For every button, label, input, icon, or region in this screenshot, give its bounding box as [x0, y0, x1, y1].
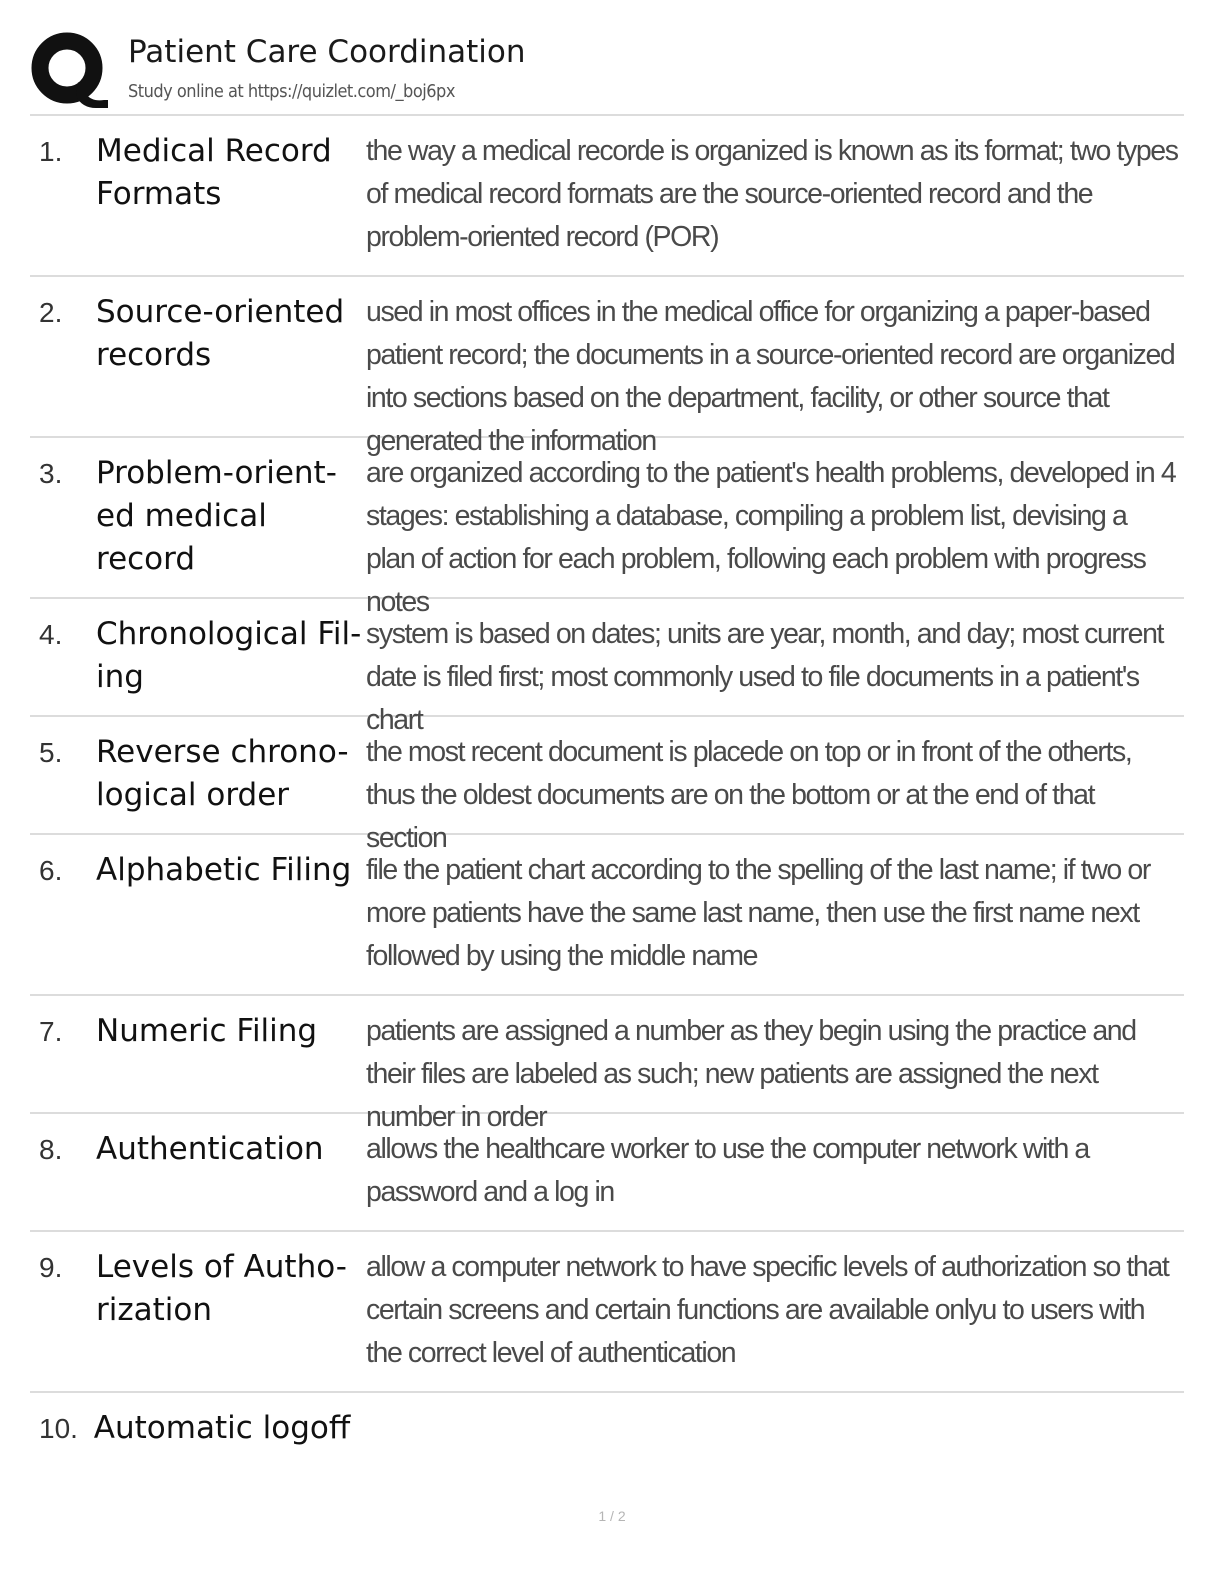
list-item — [30, 717, 1184, 854]
list-item — [30, 277, 1184, 457]
item-number: 2. — [39, 297, 63, 328]
quizlet-logo-icon — [30, 30, 112, 110]
item-term: Levels of Autho-rization — [96, 1249, 347, 1328]
item-term: Alphabetic Filing — [96, 852, 352, 888]
list-item — [30, 996, 1184, 1133]
item-number: 10. — [39, 1413, 78, 1444]
list-item — [30, 1393, 1184, 1473]
item-definition: used in most offices in the medical office for organizing a paper-based patient record; the documents in a source-oriented record are organized into sections based on the department, facility, or other source that generated the information — [366, 296, 1175, 457]
item-definition: the most recent document is placede on top or in front of the otherts, thus the oldest documents are on the bottom or at the end of that section — [366, 736, 1132, 854]
flashcard-list — [30, 114, 1184, 1473]
item-term: Reverse chrono-logical order — [96, 734, 349, 813]
list-item — [30, 1114, 1184, 1232]
item-term: Problem-orient-ed medical record — [96, 455, 337, 577]
item-term: Numeric Filing — [96, 1013, 318, 1049]
item-definition: the way a medical recorde is organized is known as its format; two types of medical record formats are the source-oriented record and the problem-oriented record (POR) — [366, 135, 1178, 253]
item-definition: file the patient chart according to the spelling of the last name; if two or more patients have the same last name, then use the first name next followed by using the middle name — [366, 854, 1150, 972]
item-number: 3. — [39, 458, 63, 489]
item-number: 9. — [39, 1252, 63, 1283]
list-item — [30, 599, 1184, 736]
item-definition: allows the healthcare worker to use the computer network with a password and a log in — [366, 1133, 1089, 1208]
item-number: 1. — [39, 136, 63, 167]
page-title: Patient Care Coordination — [128, 34, 526, 70]
item-number: 8. — [39, 1134, 63, 1165]
study-link[interactable]: Study online at https://quizlet.com/_boj6px — [128, 81, 455, 102]
item-number: 5. — [39, 737, 63, 768]
page-header — [30, 30, 1184, 114]
item-term: Medical Record Formats — [96, 133, 332, 212]
item-definition: system is based on dates; units are year, month, and day; most current date is filed first; most commonly used to file documents in a patient's chart — [366, 618, 1164, 736]
list-item — [30, 438, 1184, 618]
list-item — [30, 1232, 1184, 1393]
item-term: Source-oriented records — [96, 294, 345, 373]
item-number: 4. — [39, 619, 63, 650]
item-definition: are organized according to the patient's health problems, developed in 4 stages: establishing a database, compiling a problem list, devising a plan of action for each problem, following each problem with progress notes — [366, 457, 1176, 618]
item-definition: patients are assigned a number as they begin using the practice and their files are labeled as such; new patients are assigned the next number in order — [366, 1015, 1136, 1133]
page-number: 1 / 2 — [598, 1508, 626, 1524]
item-definition: allow a computer network to have specific levels of authorization so that certain screens and certain functions are available onlyu to users with the correct level of authentication — [366, 1251, 1169, 1369]
list-item — [30, 835, 1184, 996]
item-term: Chronological Fil-ing — [96, 616, 362, 695]
item-number: 6. — [39, 855, 63, 886]
item-number: 7. — [39, 1016, 63, 1047]
list-item — [30, 116, 1184, 277]
item-term: Authentication — [96, 1131, 324, 1167]
item-term: Automatic logoff — [93, 1410, 351, 1446]
